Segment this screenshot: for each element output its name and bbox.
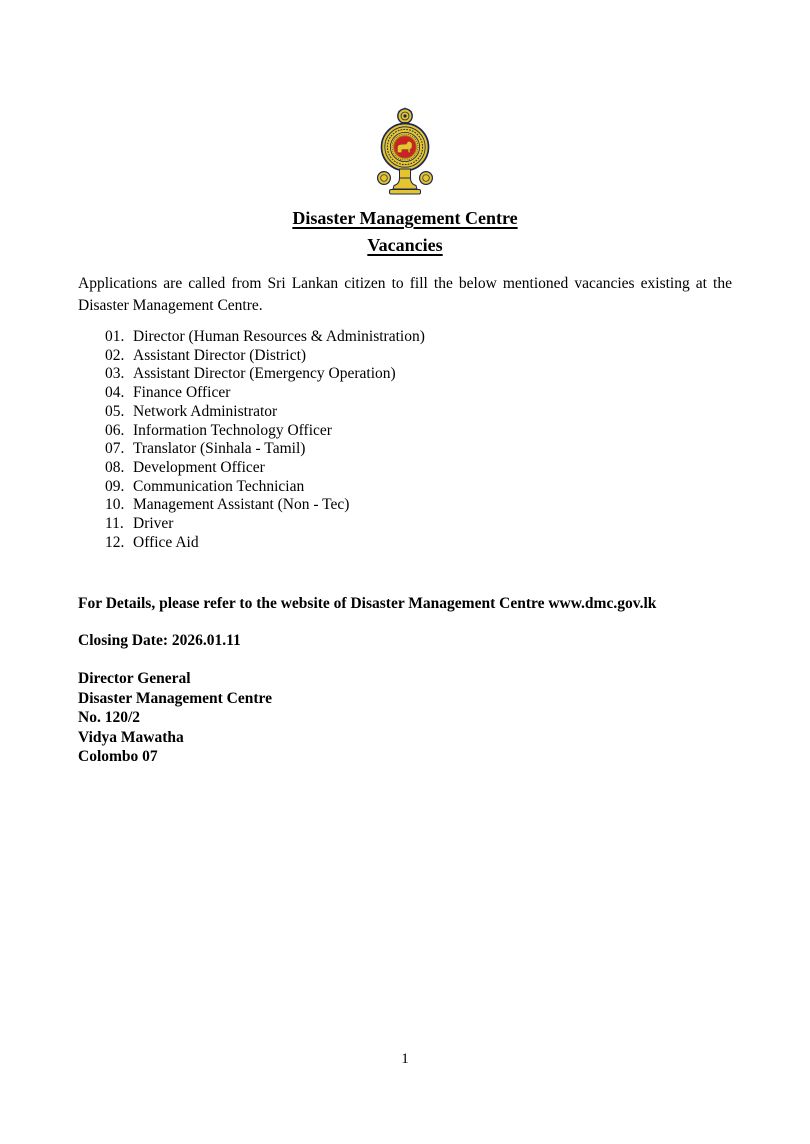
signature-line: Vidya Mawatha xyxy=(78,728,184,746)
signature-line: Disaster Management Centre xyxy=(78,689,272,707)
sri-lanka-national-emblem-icon xyxy=(375,106,435,196)
vacancy-number: 02. xyxy=(105,346,125,364)
signature-block xyxy=(78,669,732,767)
vacancy-number: 05. xyxy=(105,402,125,420)
vacancy-list xyxy=(78,328,732,552)
vacancy-item xyxy=(105,440,732,459)
vacancy-item xyxy=(105,365,732,384)
vacancy-item xyxy=(105,534,732,553)
vacancy-number: 09. xyxy=(105,477,125,495)
vacancy-number: 12. xyxy=(105,533,125,551)
vacancy-item xyxy=(105,328,732,347)
vacancy-title: Communication Technician xyxy=(133,477,305,495)
vacancy-title: Information Technology Officer xyxy=(133,421,332,439)
vacancy-title: Office Aid xyxy=(133,533,199,551)
vacancy-title: Assistant Director (Emergency Operation) xyxy=(133,365,396,383)
document-title xyxy=(78,205,732,259)
vacancy-item xyxy=(105,422,732,441)
signature-line: No. 120/2 xyxy=(78,709,140,727)
vacancy-item xyxy=(105,478,732,497)
vacancy-number: 10. xyxy=(105,496,125,514)
vacancy-number: 08. xyxy=(105,458,125,476)
signature-line: Director General xyxy=(78,670,191,688)
vacancy-title: Development Officer xyxy=(133,458,265,476)
vacancy-number: 04. xyxy=(105,384,125,402)
vacancy-item xyxy=(105,496,732,515)
vacancy-title: Assistant Director (District) xyxy=(133,346,307,364)
closing-date: Closing Date: 2026.01.11 xyxy=(78,632,241,650)
vacancy-item xyxy=(105,515,732,534)
vacancy-number: 07. xyxy=(105,440,125,458)
vacancy-title: Translator (Sinhala - Tamil) xyxy=(133,440,306,458)
signature-line: Colombo 07 xyxy=(78,748,158,766)
vacancy-title: Director (Human Resources & Administration) xyxy=(133,328,425,345)
vacancy-item xyxy=(105,384,732,403)
intro-paragraph: Applications are called from Sri Lankan citizen to fill the below mentioned vacancies existing at the Disaster Management Centre. xyxy=(78,275,732,314)
vacancy-number: 01. xyxy=(105,328,125,345)
vacancy-item xyxy=(105,403,732,422)
details-note: For Details, please refer to the website of Disaster Management Centre www.dmc.gov.lk xyxy=(78,595,657,613)
vacancy-item xyxy=(105,347,732,366)
vacancy-number: 06. xyxy=(105,421,125,439)
page-number: 1 xyxy=(401,1051,409,1067)
emblem-container xyxy=(78,0,732,192)
vacancy-title: Driver xyxy=(133,515,174,533)
vacancy-title: Network Administrator xyxy=(133,402,278,420)
document-title-line2: Vacancies xyxy=(367,235,443,255)
document-title-line1: Disaster Management Centre xyxy=(292,208,518,228)
vacancy-item xyxy=(105,459,732,478)
vacancy-number: 03. xyxy=(105,365,125,383)
vacancy-title: Finance Officer xyxy=(133,384,231,402)
vacancy-number: 11. xyxy=(105,515,124,533)
vacancy-title: Management Assistant (Non - Tec) xyxy=(133,496,350,514)
